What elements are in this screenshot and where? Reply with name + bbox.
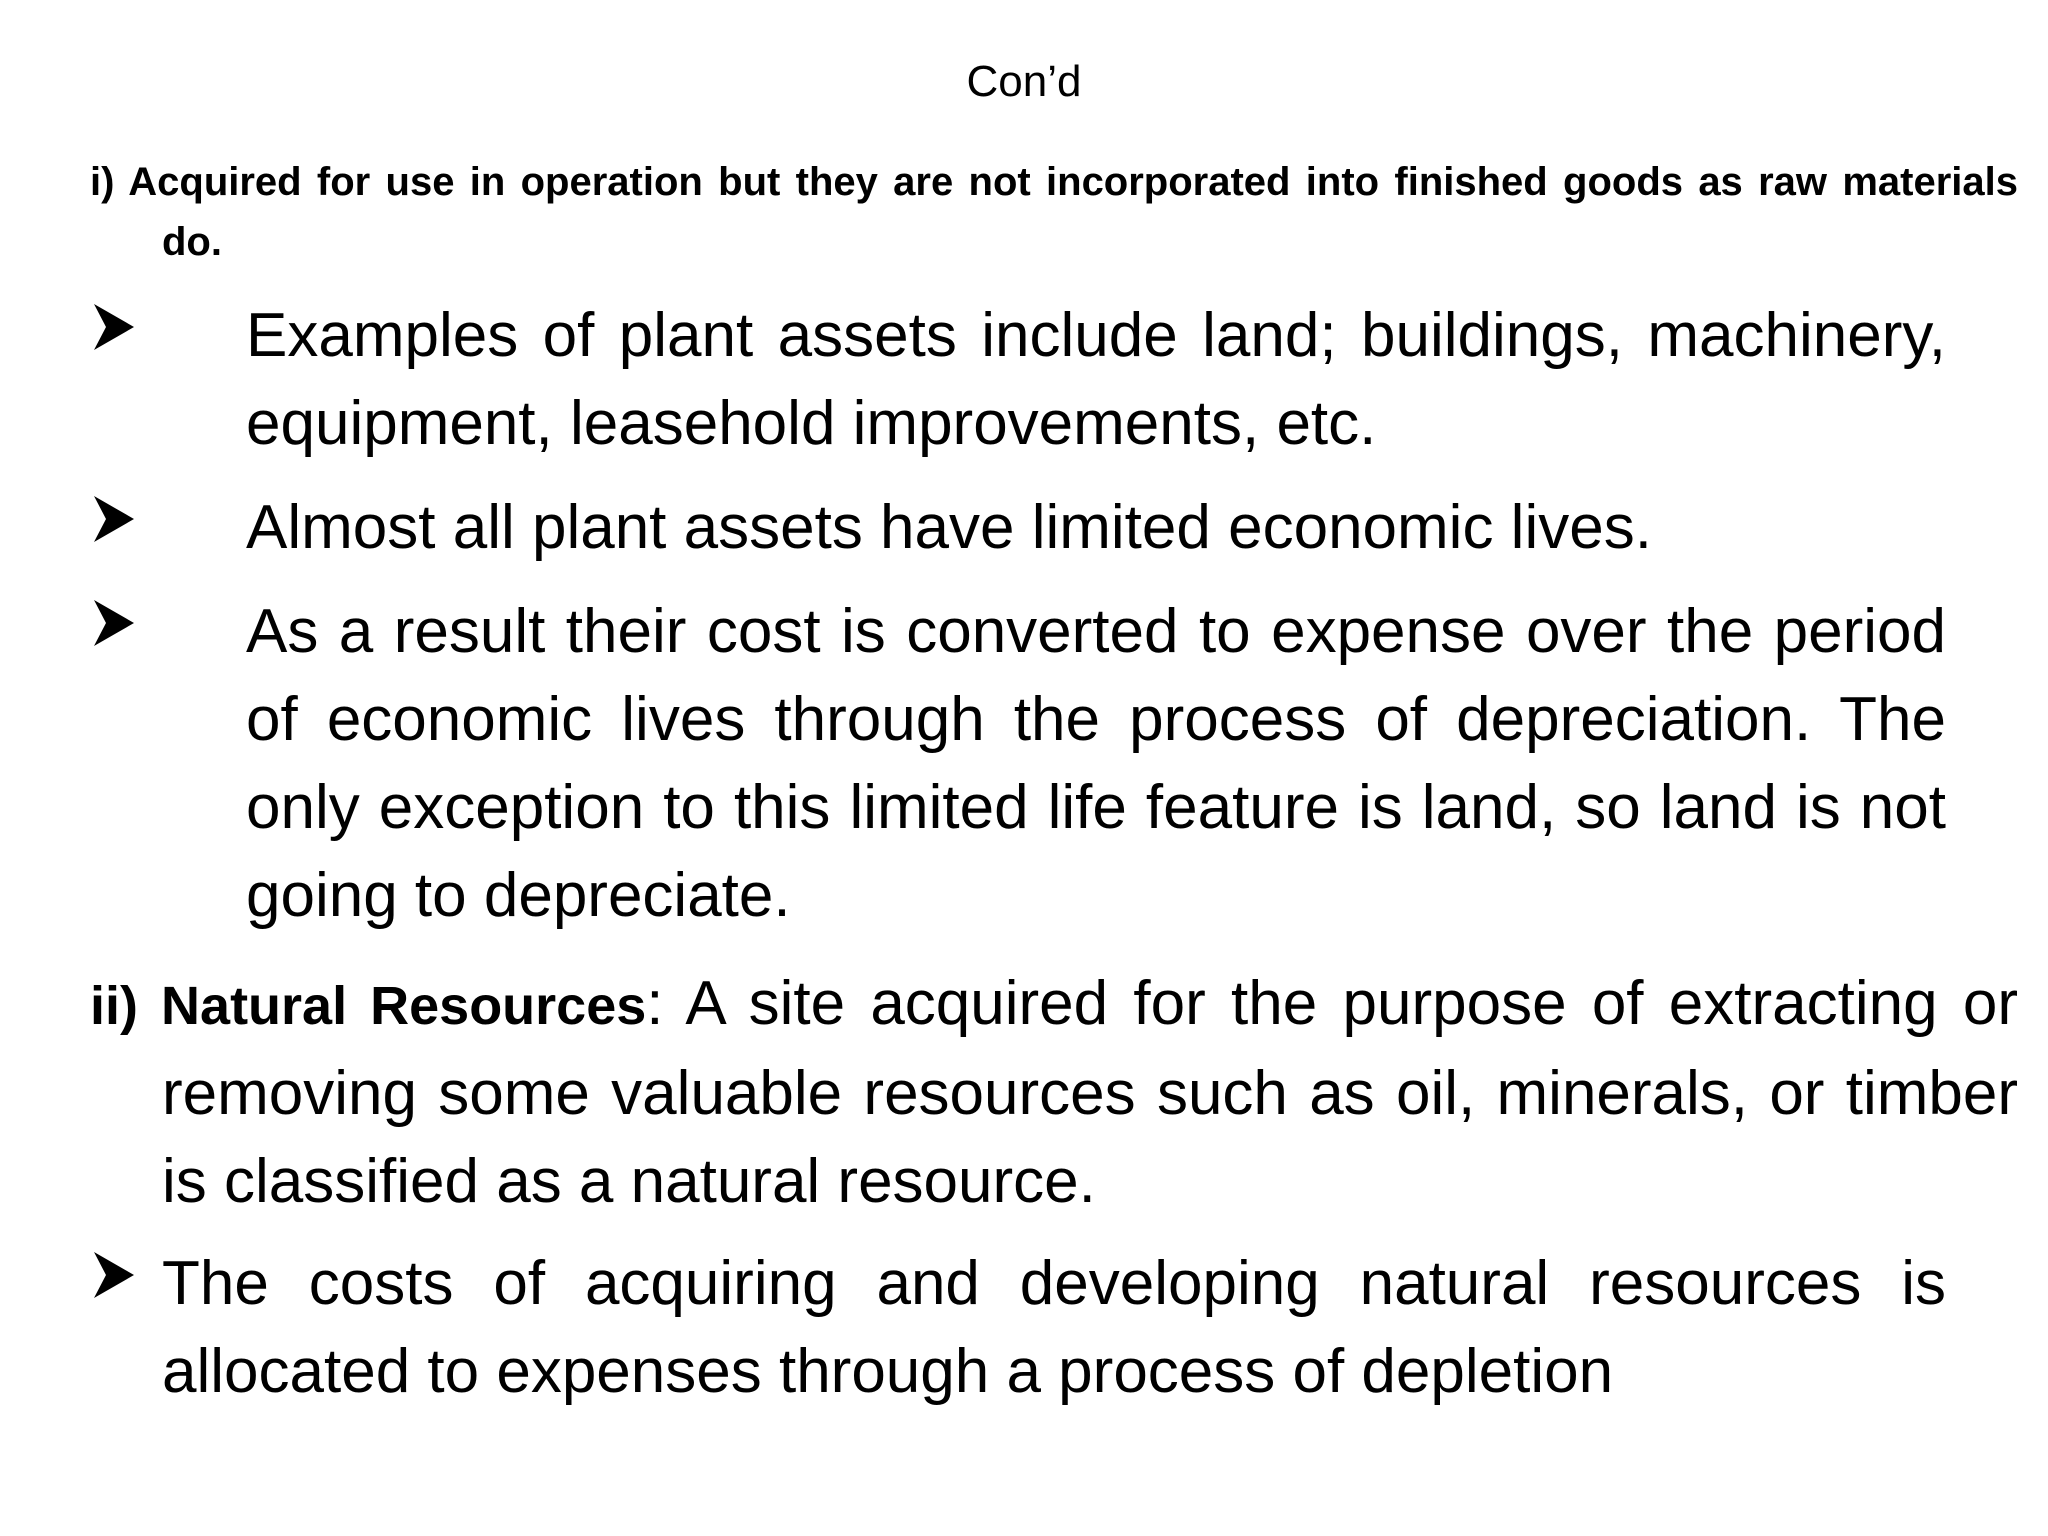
bullet-item	[90, 292, 1946, 468]
bullet-text: As a result their cost is converted to expense over the period of economic lives through the process of depreciation. The only exception to this limited life feature is land, so land is not going to depreciate.	[246, 597, 1946, 930]
arrowhead-bullet-icon	[90, 484, 150, 572]
point-ii-separator: :	[646, 969, 664, 1038]
point-ii-body: A site acquired for the purpose of extracting or removing some valuable resources such as oil, minerals, or timber is classified as a natural resource.	[162, 969, 2018, 1216]
arrowhead-bullet-icon	[90, 588, 150, 676]
bullet-item	[90, 588, 1946, 940]
point-ii-paragraph	[90, 960, 2018, 1226]
bullet-text: Examples of plant assets include land; buildings, machinery, equipment, leasehold improvements, etc.	[246, 301, 1946, 458]
bullet-text: The costs of acquiring and developing natural resources is allocated to expenses through a process of depletion	[162, 1249, 1946, 1406]
bullet-text: Almost all plant assets have limited economic lives.	[246, 493, 1652, 562]
arrowhead-bullet-icon	[90, 292, 150, 380]
bullet-item	[90, 1240, 1946, 1416]
bullet-item	[90, 484, 1946, 572]
point-i-text: i) Acquired for use in operation but they are not incorporated into finished goods as raw materials do.	[90, 160, 2018, 264]
point-ii-heading: ii) Natural Resources	[90, 976, 647, 1036]
slide-title: Con’d	[966, 57, 1082, 106]
